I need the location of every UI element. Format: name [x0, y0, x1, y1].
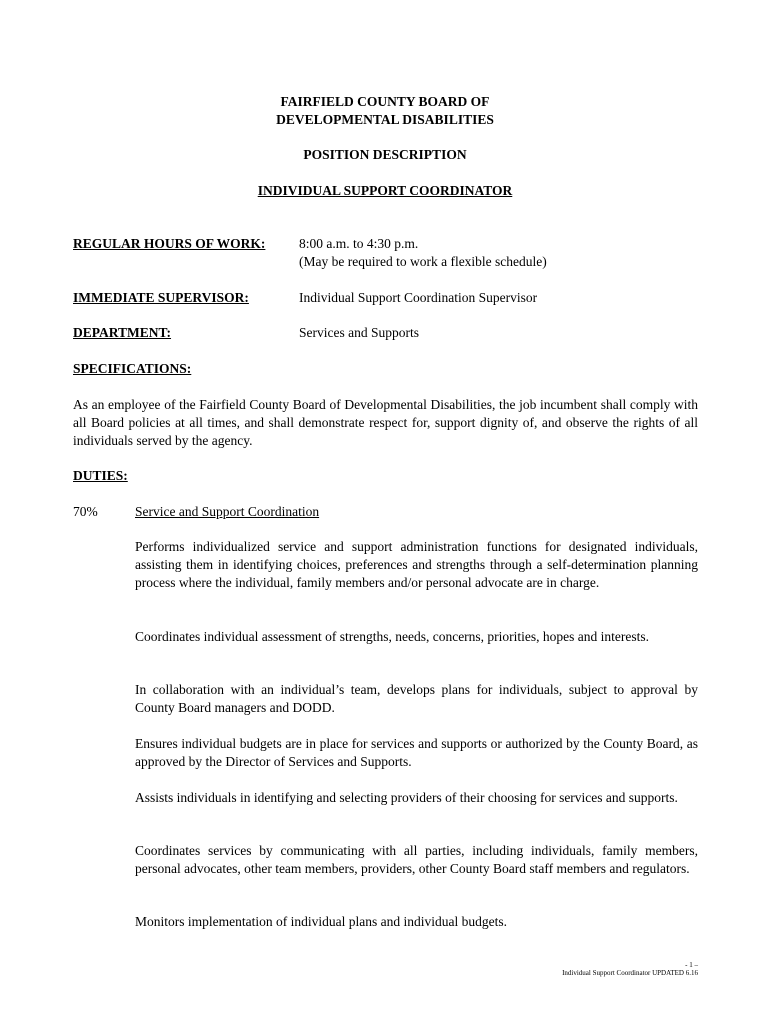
duty-item: Monitors implementation of individual plans and individual budgets.	[135, 914, 507, 929]
duty-item: Coordinates services by communicating with all parties, including individuals, family members, personal advocates, other team members, providers, other County Board staff members and regulators.	[135, 843, 698, 876]
specifications-heading: SPECIFICATIONS:	[73, 361, 192, 376]
doc-type: POSITION DESCRIPTION	[303, 147, 467, 162]
duty-item: Assists individuals in identifying and selecting providers of their choosing for services and supports.	[135, 790, 678, 805]
supervisor-value: Individual Support Coordination Supervisor	[299, 290, 538, 305]
org-name-line1: FAIRFIELD COUNTY BOARD OF	[280, 94, 490, 109]
duty-item: Coordinates individual assessment of strengths, needs, concerns, priorities, hopes and interests.	[135, 629, 650, 644]
duties-heading: DUTIES:	[73, 468, 128, 483]
duty-title: Service and Support Coordination	[135, 504, 320, 519]
duty-item: Performs individualized service and support administration functions for designated individuals, assisting them in identifying choices, preferences and strengths through a self-determination planning process where the individual, family members and/or personal advocate are in charge.	[135, 539, 698, 590]
org-name-line2: DEVELOPMENTAL DISABILITIES	[276, 112, 494, 127]
footer-doc-ref: Individual Support Coordinator UPDATED 6.16	[562, 969, 698, 977]
supervisor-label: IMMEDIATE SUPERVISOR:	[73, 290, 249, 305]
hours-note: (May be required to work a flexible schedule)	[299, 254, 547, 269]
duty-percent: 70%	[73, 504, 98, 519]
position-title-wrap	[0, 182, 770, 200]
hours-label: REGULAR HOURS OF WORK:	[73, 236, 266, 251]
specifications-text: As an employee of the Fairfield County Board of Developmental Disabilities, the job incumbent shall comply with all Board policies at all times, and shall demonstrate respect for, support dignity of, and observe the rights of all individuals served by the agency.	[73, 397, 698, 448]
hours-value: 8:00 a.m. to 4:30 p.m.	[299, 236, 419, 251]
department-label: DEPARTMENT:	[73, 325, 172, 340]
duty-item: Ensures individual budgets are in place for services and supports or authorized by the County Board, as approved by the Director of Services and Supports.	[135, 736, 698, 769]
position-title: INDIVIDUAL SUPPORT COORDINATOR	[257, 183, 513, 198]
duty-item: In collaboration with an individual’s team, develops plans for individuals, subject to approval by County Board managers and DODD.	[135, 682, 698, 715]
page-number: - 1 –	[685, 961, 698, 969]
department-value: Services and Supports	[299, 325, 419, 340]
